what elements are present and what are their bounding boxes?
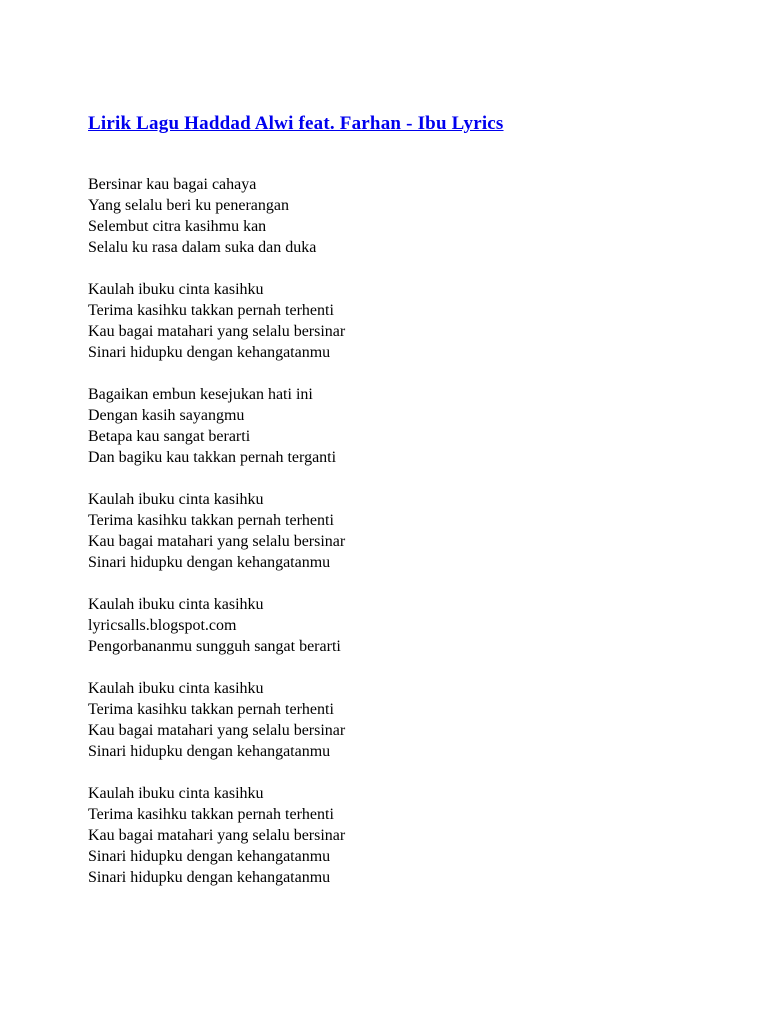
lyric-stanza [88,594,688,657]
lyric-line: Terima kasihku takkan pernah terhenti [88,512,334,529]
lyric-stanza [88,678,688,762]
lyric-line: Kau bagai matahari yang selalu bersinar [88,827,346,844]
lyric-line: Dan bagiku kau takkan pernah terganti [88,449,337,466]
lyric-stanza [88,489,688,573]
watermark-url: lyricsalls.blogspot.com [88,617,237,634]
lyric-line: Sinari hidupku dengan kehangatanmu [88,743,331,760]
lyric-line: Dengan kasih sayangmu [88,407,245,424]
lyric-stanza [88,783,688,888]
lyric-line: Kaulah ibuku cinta kasihku [88,680,264,697]
lyric-line: Bagaikan embun kesejukan hati ini [88,386,313,403]
lyric-line: Sinari hidupku dengan kehangatanmu [88,344,331,361]
lyric-line: Yang selalu beri ku penerangan [88,197,289,214]
lyric-line: Terima kasihku takkan pernah terhenti [88,302,334,319]
lyrics-body [88,174,688,888]
lyric-stanza [88,174,688,258]
lyric-line: Sinari hidupku dengan kehangatanmu [88,554,331,571]
lyric-stanza [88,279,688,363]
lyric-line: Kaulah ibuku cinta kasihku [88,281,264,298]
lyric-stanza [88,384,688,468]
lyric-line: Kau bagai matahari yang selalu bersinar [88,533,346,550]
lyric-line: Terima kasihku takkan pernah terhenti [88,806,334,823]
lyric-line: Selembut citra kasihmu kan [88,218,267,235]
lyric-line: Kau bagai matahari yang selalu bersinar [88,722,346,739]
lyric-line: Pengorbananmu sungguh sangat berarti [88,638,341,655]
lyric-line: Sinari hidupku dengan kehangatanmu [88,848,331,865]
lyric-line: Selalu ku rasa dalam suka dan duka [88,239,317,256]
lyric-line: Kaulah ibuku cinta kasihku [88,491,264,508]
lyric-line: Betapa kau sangat berarti [88,428,251,445]
lyric-line: Kaulah ibuku cinta kasihku [88,785,264,802]
lyric-line: Kau bagai matahari yang selalu bersinar [88,323,346,340]
lyric-line: Terima kasihku takkan pernah terhenti [88,701,334,718]
lyric-line: Kaulah ibuku cinta kasihku [88,596,264,613]
lyric-line: Sinari hidupku dengan kehangatanmu [88,869,331,886]
page-title-link[interactable]: Lirik Lagu Haddad Alwi feat. Farhan - Ibu Lyrics [88,113,504,134]
lyric-line: Bersinar kau bagai cahaya [88,176,257,193]
